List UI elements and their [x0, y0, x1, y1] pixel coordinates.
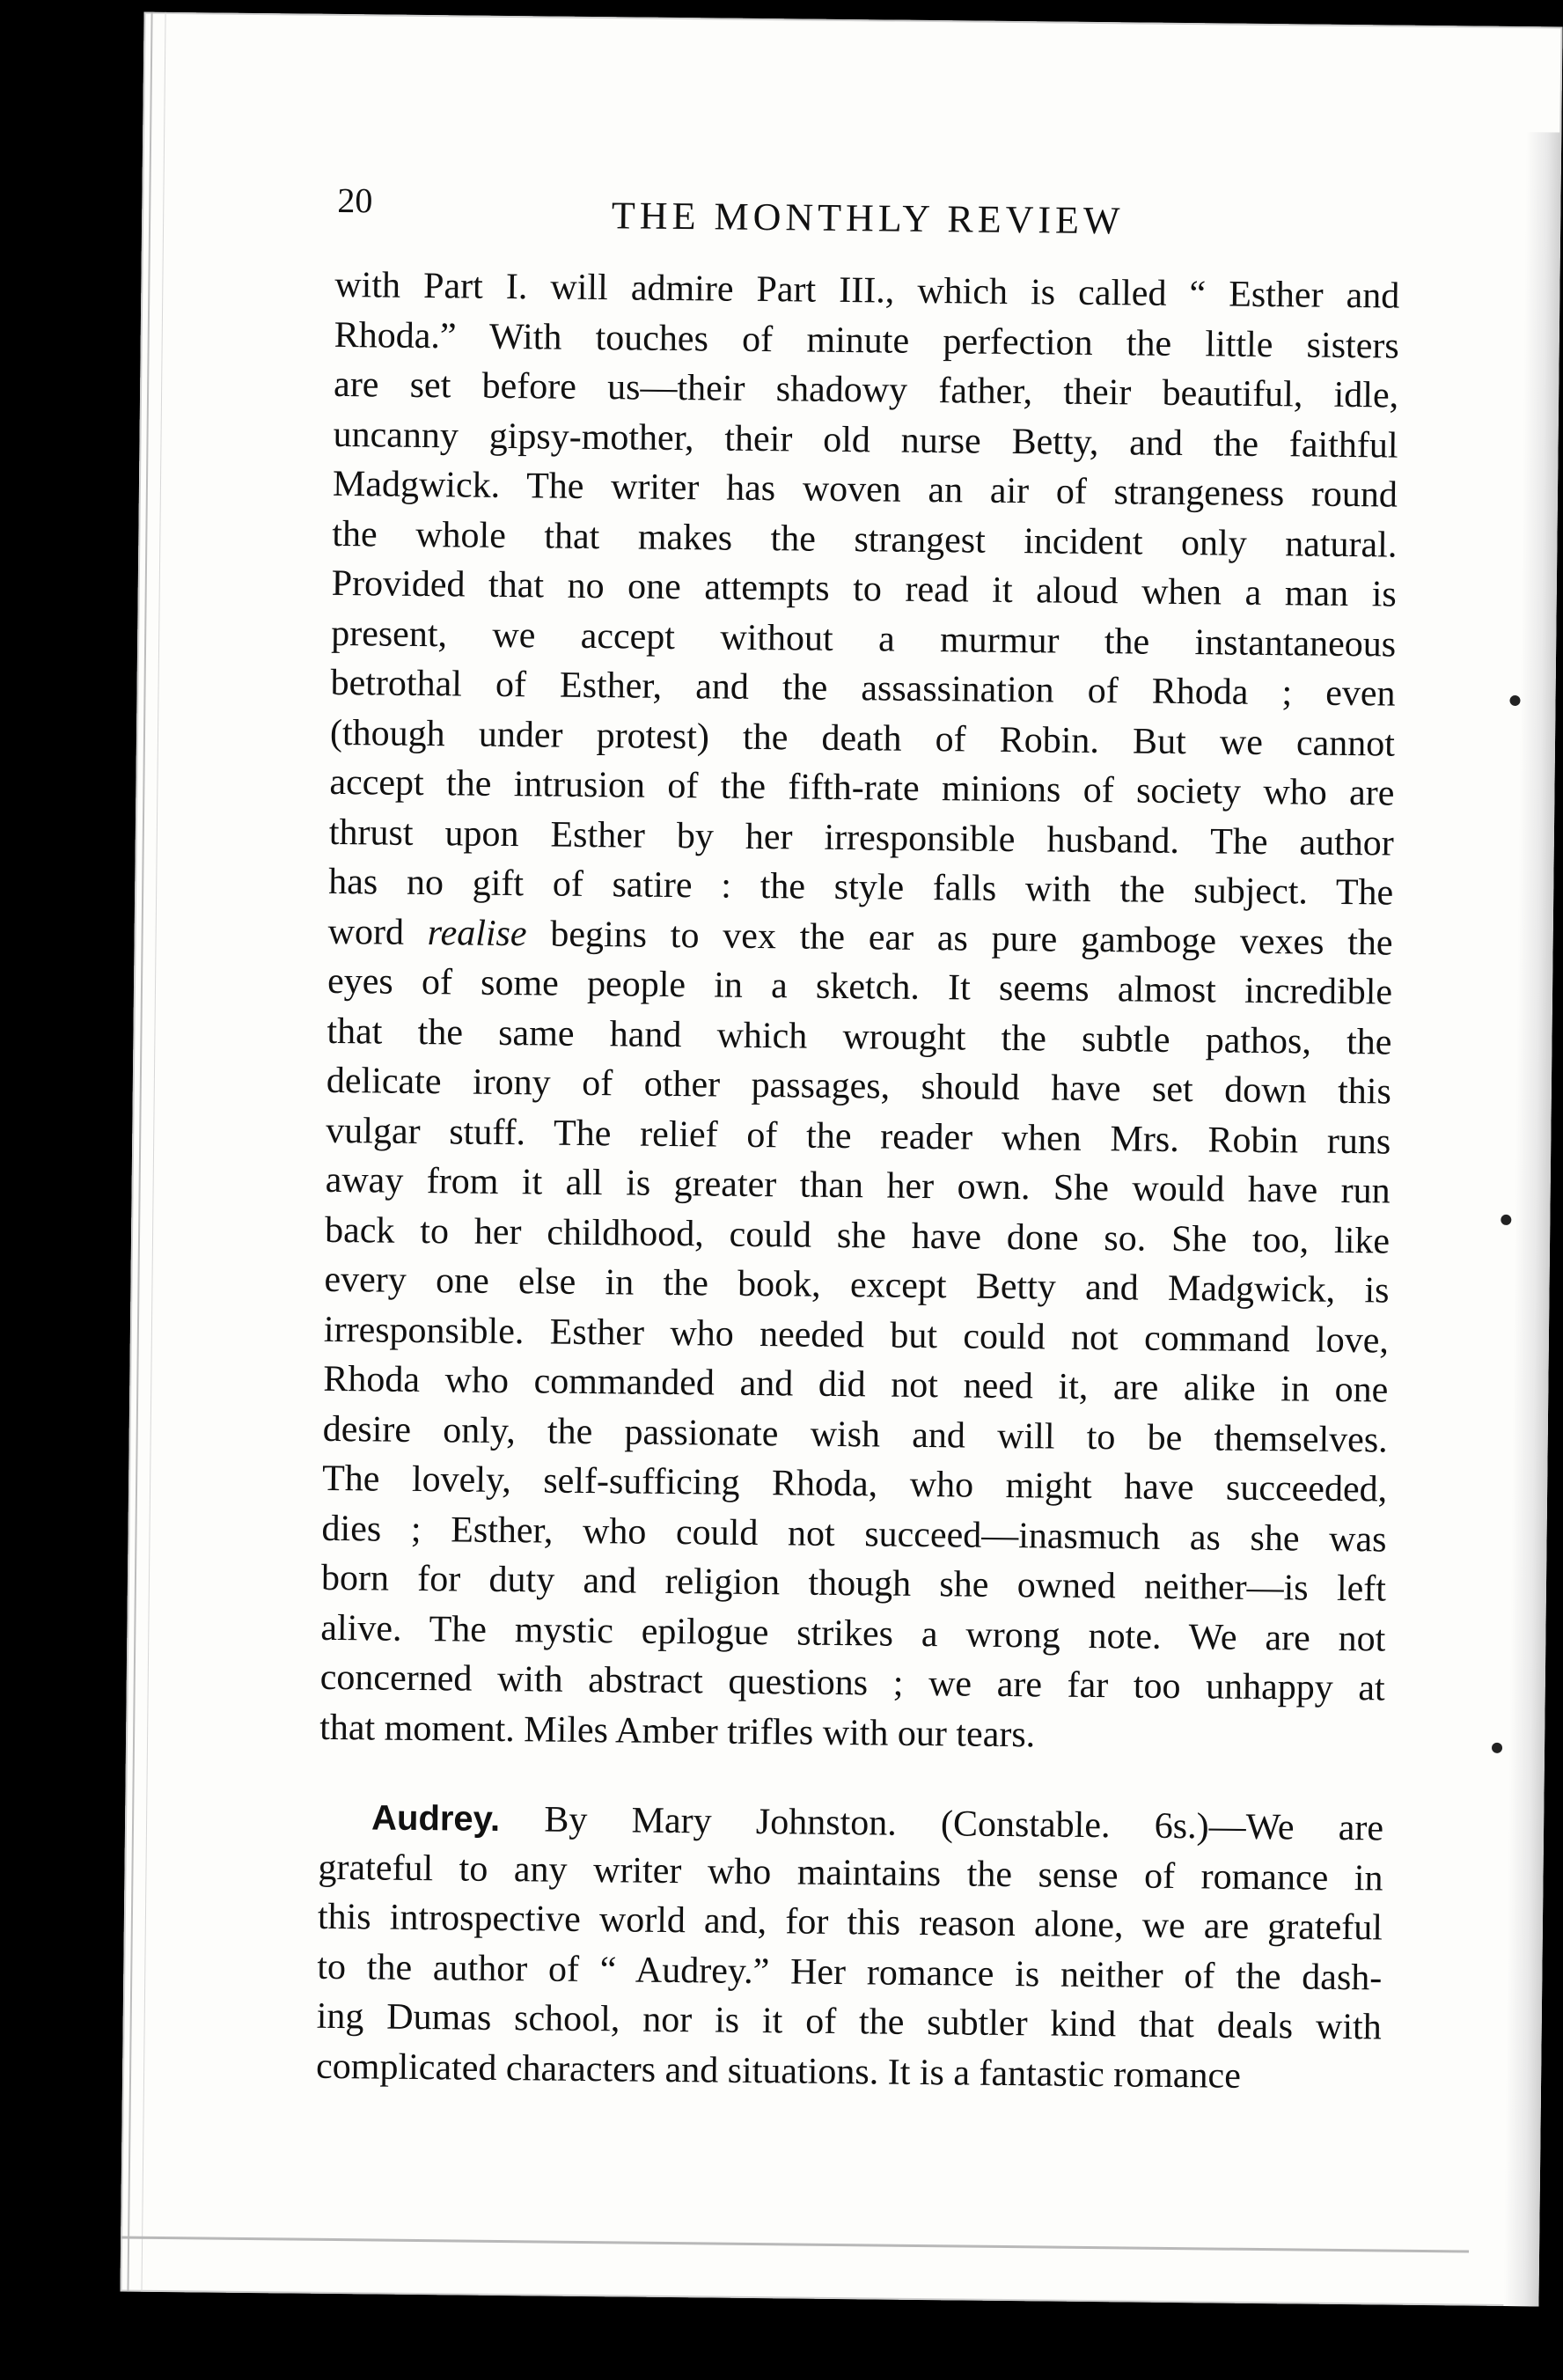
text-run: begins to vex the ear as pure gamboge vexes the [526, 913, 1393, 964]
text-line: alive. The mystic epilogue strikes a wrong note. We are not [320, 1607, 1386, 1660]
text-line: concerned with abstract questions ; we are far too unhappy at [319, 1656, 1385, 1709]
text-line: has no gift of satire : the style falls with the subject. The [328, 861, 1394, 914]
text-line: thrust upon Esther by her irresponsible husband. The author [328, 812, 1395, 864]
text-line: away from it all is greater than her own. She would have run [325, 1159, 1391, 1212]
text-line: this introspective world and, for this reason alone, we are grateful [317, 1896, 1383, 1949]
text-line: present, we accept without a murmur the instantaneous [330, 613, 1397, 665]
page-bottom-edge [121, 2236, 1469, 2252]
text-line: that moment. Miles Amber trifles with our tears. [319, 1707, 1036, 1755]
text-line: born for duty and religion though she owned neither—is left [320, 1557, 1387, 1610]
review-paragraph-audrey [316, 1793, 1383, 2103]
running-head: THE MONTHLY REVIEW [611, 194, 1125, 243]
text-line: with Part I. will admire Part III., which is called “ Esther and [334, 264, 1400, 317]
text-line: Madgwick. The writer has woven an air of strangeness round [332, 463, 1398, 516]
page-header [335, 164, 1401, 272]
gutter-shadow [1503, 132, 1561, 2306]
text-line: grateful to any writer who maintains the sense of romance in [318, 1847, 1383, 1899]
text-line: back to her childhood, could she have done so. She too, like [324, 1209, 1391, 1262]
book-page [120, 12, 1562, 2307]
text-line: Provided that no one attempts to read it aloud when a man is [331, 562, 1397, 615]
page-content [316, 164, 1401, 2103]
text-line: eyes of some people in a sketch. It seems almost incredible [327, 960, 1393, 1013]
text-line: ing Dumas school, nor is it of the subtler kind that deals with [316, 1995, 1382, 2048]
text-line: that the same hand which wrought the subtle pathos, the [327, 1010, 1392, 1063]
text-line: complicated characters and situations. It is a fantastic romance [315, 2046, 1242, 2097]
text-line: accept the intrusion of the fifth-rate minions of society who are [329, 761, 1395, 814]
text-line: the whole that makes the strangest incident only natural. [332, 513, 1398, 566]
book-title: Audrey. [371, 1798, 501, 1839]
text-line: (though under protest) the death of Robin. But we cannot [329, 712, 1396, 765]
text-line: to the author of “ Audrey.” Her romance is neither of the dash- [317, 1946, 1383, 1998]
page-number: 20 [337, 180, 373, 221]
text-line: delicate irony of other passages, should have set down this [326, 1060, 1392, 1113]
italic-word: realise [427, 912, 527, 954]
text-line: Rhoda.” With touches of minute perfection the little sisters [334, 314, 1399, 367]
text-line: Rhoda who commanded and did not need it, are alike in one [323, 1358, 1389, 1411]
margin-speck [1492, 1743, 1502, 1753]
margin-speck [1509, 695, 1520, 706]
text-line: desire only, the passionate wish and will to be themselves. [322, 1408, 1388, 1461]
text-line: betrothal of Esther, and the assassination of Rhoda ; even [330, 662, 1396, 715]
page-edge [127, 12, 165, 2292]
text-line: are set before us—their shadowy father, their beautiful, idle, [333, 364, 1399, 416]
text-line: The lovely, self-sufficing Rhoda, who might have succeeded, [321, 1458, 1388, 1510]
text-line: vulgar stuff. The relief of the reader when Mrs. Robin runs [326, 1110, 1391, 1163]
review-paragraph-1 [319, 261, 1400, 1764]
text-run: word [327, 911, 429, 953]
text-line: dies ; Esther, who could not succeed—inasmuch as she was [321, 1508, 1387, 1561]
margin-speck [1501, 1215, 1511, 1225]
book-details: By Mary Johnston. (Constable. 6s.)—We are [544, 1799, 1384, 1849]
text-line: every one else in the book, except Betty and Madgwick, is [324, 1259, 1390, 1311]
text-line: uncanny gipsy-mother, their old nurse Betty, and the faithful [333, 414, 1398, 466]
text-line: irresponsible. Esther who needed but could not command love, [323, 1309, 1390, 1362]
